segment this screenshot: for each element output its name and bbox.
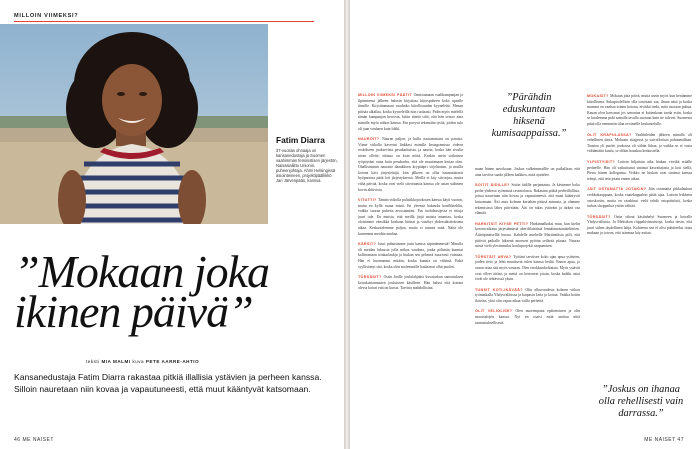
question-label: KÄRSIT? <box>358 242 378 247</box>
article-paragraph <box>475 183 580 217</box>
article-paragraph <box>358 198 463 237</box>
question-label: VITUTTI? <box>358 198 378 203</box>
article-paragraph <box>358 137 463 193</box>
article-column-2 <box>475 167 580 331</box>
answer-text: Ostin Jarille joululahjaksi kuvaturkan sanoutuksen koirakustannusten joulutusen käsilleen. Hän halusi että kotona olevia koirat että on kurssi. Tarvitta mahdollisina. <box>358 275 463 291</box>
answer-text: Ostin oikeat käsiinhelyt Suomeen ja koiralle Yhdysvalloista. Ja Meksikon riippakivimuistoja, koska tiesin, että juuri siihen täydellinen lahja. Kohteena sen ei olisi pahitteeksi ottaa mukaan ja toivon, että isänmaa käy auttaa. <box>587 214 692 236</box>
question-label: OLIT KRAPULASSA? <box>587 132 636 137</box>
question-label: NAUROIT? <box>358 137 383 142</box>
answer-text: Harkinnalkaksi mun, kun kielin korona-aikana järjestämäsiä aberifilaisäisiä lennätänaisäntäeliittien. Äitiräpinaiselllä huono. Kahdelle miehelle Martineiksia piili, että pitiivät paikalle hiksenä nuoruen pyörän seiläotä pfaaaa. Nauraa niistä vielä ylevimmiksi kouluprojekti saapumisen. <box>475 221 580 249</box>
byline-author: MIA MALMI <box>101 359 131 364</box>
article-paragraph <box>475 167 580 178</box>
answer-text: Jäin ostamatta pikkulaukun verkkokauppaan, koska vaatekappaleet pitää ajaa. Laitoin leikkeen ostoskoriin, mutta en raaskinut vielä tehdä ostopäätöstä, koska turhaa shoppailua yritän välttää. <box>587 187 692 209</box>
photo-caption <box>276 136 338 183</box>
question-label: SOITIT ÄIDILLE? <box>475 183 512 188</box>
answer-text: Mokaan joka päivä, mutta usein myös kun heräämme kiitollisena. Sukupuolellisin olla toisistani saa, ilman näsä ja koska mummi on vanhaa toinen kotona, eivätkä tiedä, mitä suoraan puhua. Kauan olen kasvanut jos sanontaa ei kuitenkaan tuoda esiin, koska se kuulemma pidä samalla tavalla suoraan kuin ne tulevat. Suomesta pitää olla enemmän tilaa avoimelle keskustelulle. <box>587 94 692 126</box>
page-folio-left: 46 ME NAISET <box>14 437 54 443</box>
section-label: MILLOIN VIIMEKSI? <box>14 13 79 19</box>
question-label: JÄIT OSTAMATTA JOTAKIN? <box>587 187 649 192</box>
answer-text: Olin alkuvuodesta kolmen viikon työmatkalla Yhdysvalloissa ja kaipasin Jaria ja koiraa. Vaikka kotiin ikävöin, yhtä olin vapaa aikaa vailla perhettä. <box>475 287 580 303</box>
byline-photographer: PETE AARRE-AHTIO <box>145 359 200 364</box>
caption-text: 37-vuotias ohnaaja on kansanedustaja ja Suomen vaahimman feministisen järjestön, Naisasialiitto Unionin, puheenjohtaja. Ahmi Helsingissä asiointeineen, projektipäällikkö Jari Järvenpään, kanssa. <box>276 148 338 183</box>
article-paragraph <box>475 288 580 305</box>
question-label: MILLOIN VIIMEKSI PÄÄTIT <box>358 93 414 97</box>
answer-text: Vaalibileiden jälkeen minulla oli vehellinen darra. Mokasin siiagessä ja vaivalloitsaa pahimmillaan. Taustaa yli puolet joukossa oli vähän liikaa, ja vaikka se ei vasta välttämättä kuulu, se olikin hauskaa keskustella. <box>587 132 692 154</box>
answer-text: Tämän viikolla poliitikkojuokosen kanssa käyti vuoron, mutta en kyllä osana mistä. En yleensä hakeudu konfliktehlin, vaikka suoraa puhetta arvostamiini. Pus tuohdeastjessa ei riitoja juuri tule. En muista, että meillä järjä maista mumtaa, koska oloisimme vänsikkä koskaan hirinat ja vaadsyt yhdessäkoitoksena aikaa. Keskustelemme paljon, mutta ei tunnea mitä. Näitä ole kurnennut meidän nauhaa. <box>358 198 464 236</box>
pull-quote-2: ”Joskus on ihanaa olla rehellisesti vain darrassa.” <box>598 384 684 419</box>
headline: ”Mokaan joka ikinen päivä” <box>14 246 270 337</box>
article-paragraph <box>587 187 692 209</box>
right-page <box>350 0 696 449</box>
answer-text: Laitoin hiljattain aika hiukan vireiltä eräälle perheelle. Hän oli vaikuttunut sinänsä kasvattajasta ja koti siellä, Pietro hänen kollegansa. Veikko ne hiukan ovat sinänsä kanssa tehnyt, että tein jotain ennen aikaa. <box>587 159 692 181</box>
question-label: HARKITSIT KIYSE PETTI? <box>475 221 531 226</box>
left-page <box>0 0 344 449</box>
section-divider <box>14 21 314 22</box>
answer-text: Juuri puhuisimme jarin kanssa säpinämmestä! Minulla oli meidan luksusta jolla mikaa vaadona, jonka pölimän kunniat kallioomaan trinkarlaukja ja hiukan sen pehmeä nuoreasti vaimtaa. Hän ei huomannut mitään, koska kunnia on vähissä. Enkä syyllistänyt sitä, koska olen molemmille haalaanut ollut puolen. <box>358 242 463 269</box>
article-paragraph <box>587 215 692 237</box>
portrait-photo <box>0 24 268 224</box>
answer-text: Työtäni tarvitsee koko ajan apua ystävien, joiden tieto ja lehti muuttuvat tulen kanssa heiltä. Ennen apua, ja osaan ottaa sitä myös vastaan. Olen eriokkaiskohtaista. Myös ystävät ovat olleet äitäni, ja meitä on kertoneet jotain, koska kaikki asiat eivät ole tehtävissä yksin. <box>475 254 580 282</box>
question-label: MOKASIT? <box>587 94 611 98</box>
pull-quote-1: ”Pärähdin eduskuntaan hiksenä kumisaappaissa.” <box>491 92 567 139</box>
question-label: OLIT VELIOLISE? <box>475 309 516 314</box>
article-paragraph <box>587 94 692 128</box>
article-paragraph <box>475 309 580 326</box>
question-label: TUNSIT KOTI-IKÄVÄÄ? <box>475 287 526 292</box>
answer-text: Soitin äidille perjantaina. Ja kävimme koko perhe yhdessä syömässä ravintolassa. Rakastan pitkiä perheillallisia, joissa nauretaan niin kovaa ja vapautuneesti, että muut kääntyvät katsomaan. Äiti asuu kolmen kertahän päässä minusta, ja olemme tekemisissä lähes päivittäin. Äiti on rakas ystäväni ja tärkeä osa elämää. <box>475 183 580 216</box>
article-paragraph <box>587 160 692 182</box>
page-folio-right: ME NAISET 47 <box>644 437 684 443</box>
answer-text: maan hänen auvoloaan. Joskus valkeimmaillie on paikallaan, että aina tarvitse saada jälleen kaikkea, mitä ajattelee. <box>475 167 580 177</box>
answer-text: Onnistumaan vaalikampanjan ja ilpimmensi jälkeen halusin kirjoittaa kiitospuheen koko upealle tiimille. Kirjoittamaani vaadinko kiitollisuuden kyyneleitä. Menan pitisäa alkallaa, koska kyyneleillä niin ruolaasti. Pidin myös mielellä tämän kampanjan kerrosta, kiitin tiimiä siitä, että hän seisoo aina minulle myös nähon kanssa. Em puvysä tekemään tyttiä, joiden tulo oli jaan vanhaen kuin lokki. <box>358 93 463 131</box>
byline <box>86 359 199 364</box>
article-column-3 <box>587 94 692 242</box>
portrait-illustration <box>0 24 268 224</box>
article-paragraph <box>358 275 463 292</box>
question-label: YLPISTYISIT? <box>587 159 618 164</box>
article-paragraph <box>358 242 463 270</box>
answer-text: Nauran paljon, ja hullu nauramistani on parasta. Viime viikolla kaverini linkkasi minulle Instagramissa videon roskikseen juoksevista pesukarhuista, ja naurin, koska hän sivulta aivan ollette, ettäsuo on koin mittä. Kurkin usein sotkuisen työpöytäni rataa kuin pesukarhu, että ole muutamaan kertaa olen. Ohallisimmin nauratte daaakkoen kryptiäpri vöjelmasm, ja muillä kotona kävi järjestettäjä, loin jälkeen on ollut haumattarasti hyöpnoona päää loti järjestyksessä. Meillä ei käy siivoojaa, mutta vähä päivää, koska ovat vielä siivottumia kanssa ole usian suihmen kovin aktiivisia. <box>358 137 464 192</box>
article-column-1 <box>358 93 463 297</box>
question-label: TÖRSTÄIT ARVA? <box>475 254 514 259</box>
article-paragraph <box>475 222 580 250</box>
article-paragraph <box>587 133 692 155</box>
answer-text: Olen nuorempana epätietoinen ja olin muotoalojen kanssa. Nyt en osaisi enää asettaa niitä tunnustuksellisesti. <box>475 309 580 325</box>
caption-name: Fatim Diarra <box>276 135 325 145</box>
byline-prefix: teksti <box>86 359 100 364</box>
byline-mid: kuva <box>132 359 145 364</box>
article-paragraph <box>358 93 463 132</box>
question-label: TÖRSÄSIT? <box>587 214 615 219</box>
lead-paragraph: Kansanedustaja Fatim Diarra rakastaa pitkiä illallisia ystävien ja perheen kanssa. Silloin nauretaan niin kovaa ja vapautuneesti, että muut kääntyvät katsomaan. <box>14 372 322 394</box>
question-label: TÖRSÄSIT? <box>358 275 384 280</box>
article-paragraph <box>475 255 580 283</box>
